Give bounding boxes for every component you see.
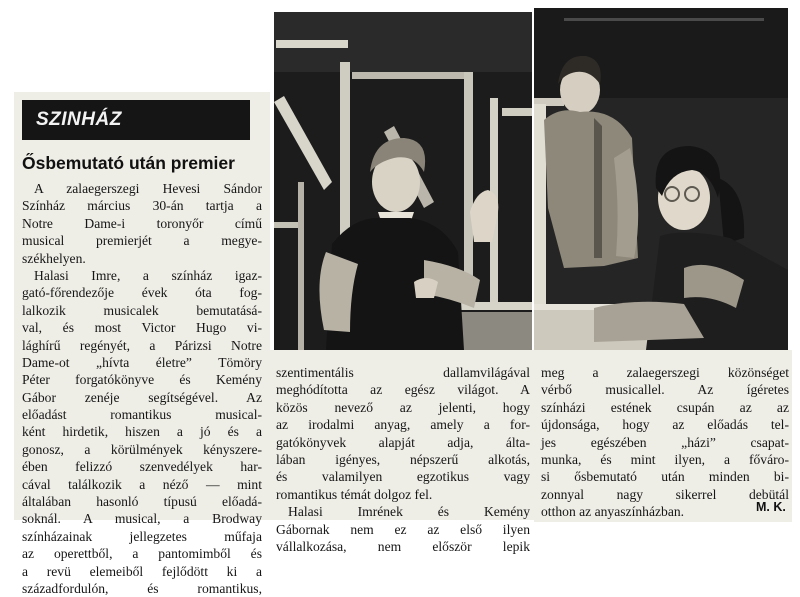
text-line: századfordulón, és romantikus, bbox=[22, 580, 262, 596]
text-line: előadást romantikus musical- bbox=[22, 407, 262, 423]
text-line: ként hirdetik, hiszen a jó és a bbox=[22, 424, 262, 440]
article-column-2 bbox=[276, 364, 530, 555]
stage-photo-actor-gesturing-image bbox=[274, 12, 532, 350]
text-line: gonosz, a körülmények kényszere- bbox=[22, 441, 262, 457]
stage-photo-two-actors-image bbox=[534, 8, 788, 350]
article-headline: Ősbemutató után premier bbox=[22, 153, 235, 173]
text-line: színházi estének csupán az az bbox=[541, 399, 789, 415]
stage-photo-actor-gesturing bbox=[274, 12, 532, 350]
text-line: soknál. A musical, a Brodway bbox=[22, 511, 262, 527]
text-line: gatókönyvek alapját adja, álta- bbox=[276, 434, 530, 450]
text-line: vérbő musicallel. Az ígéretes bbox=[541, 382, 789, 398]
text-line: musical premierjét a megye- bbox=[22, 233, 262, 249]
text-line: vállalkozása, nem először lepik bbox=[276, 538, 530, 554]
article-column-3 bbox=[541, 364, 789, 521]
text-line: lalkozik musicalek bemutatásá- bbox=[22, 302, 262, 318]
text-line: az operettből, a pantomimből és bbox=[22, 546, 262, 562]
author-signature: M. K. bbox=[756, 500, 786, 514]
text-line: Gábornak nem ez az első ilyen bbox=[276, 521, 530, 537]
text-line: színházainak jellegzetes műfaja bbox=[22, 528, 262, 544]
text-line: Péter forgatókönyve és Kemény bbox=[22, 372, 262, 388]
text-line: jes egészében „házi” csapat- bbox=[541, 434, 789, 450]
text-line: ében felizzó szenvedélyek har- bbox=[22, 459, 262, 475]
text-line: cával találkozik a néző — mint bbox=[22, 476, 262, 492]
text-line: a revü elemeiből fejlődött ki a bbox=[22, 563, 262, 579]
text-line: romantikus témát dolgoz fel. bbox=[276, 486, 433, 502]
text-line: közös nevező az jelenti, hogy bbox=[276, 399, 530, 415]
text-line: szentimentális dallamvilágával bbox=[276, 365, 530, 380]
text-line: si ősbemutató után minden bi- bbox=[541, 469, 789, 485]
text-line: Halasi Imrének és Kemény bbox=[288, 504, 530, 520]
text-line: általában hasonló típusú előadá- bbox=[22, 494, 262, 510]
text-line: lában igényes, népszerű alkotás, bbox=[276, 451, 530, 467]
text-line: meg a zalaegerszegi közönséget bbox=[541, 365, 789, 380]
text-line: gató-főrendezője évek óta fog- bbox=[22, 285, 262, 301]
text-line: Színház március 30-án tartja a bbox=[22, 198, 262, 214]
text-line: Notre Dame-i toronyőr című bbox=[22, 215, 262, 231]
section-banner: SZINHÁZ bbox=[22, 100, 250, 140]
text-line: munka, és mint ilyen, a főváro- bbox=[541, 451, 789, 467]
text-line: A zalaegerszegi Hevesi Sándor bbox=[34, 181, 262, 196]
text-line: és valamilyen egzotikus vagy bbox=[276, 469, 530, 485]
text-line: otthon az anyaszínházban. bbox=[541, 504, 685, 520]
text-line: meghódította az egész világot. A bbox=[276, 382, 530, 398]
text-line: az irodalmi anyag, amely a for- bbox=[276, 417, 530, 433]
text-line: lághírű regényét, a Párizsi Notre bbox=[22, 337, 262, 353]
text-line: zonnyal nagy sikerrel debütál bbox=[541, 486, 789, 502]
text-line: val, és most Victor Hugo vi- bbox=[22, 320, 262, 336]
text-line: székhelyen. bbox=[22, 250, 86, 266]
text-line: Dame-ot „hívta életre” Tömöry bbox=[22, 354, 262, 370]
article-column-1 bbox=[22, 180, 262, 597]
text-line: Halasi Imre, a színház igaz- bbox=[34, 267, 262, 283]
stage-photo-two-actors bbox=[534, 8, 788, 350]
text-line: újdonsága, hogy az előadás tel- bbox=[541, 417, 789, 433]
text-line: Gábor zenéje segítségével. Az bbox=[22, 389, 262, 405]
